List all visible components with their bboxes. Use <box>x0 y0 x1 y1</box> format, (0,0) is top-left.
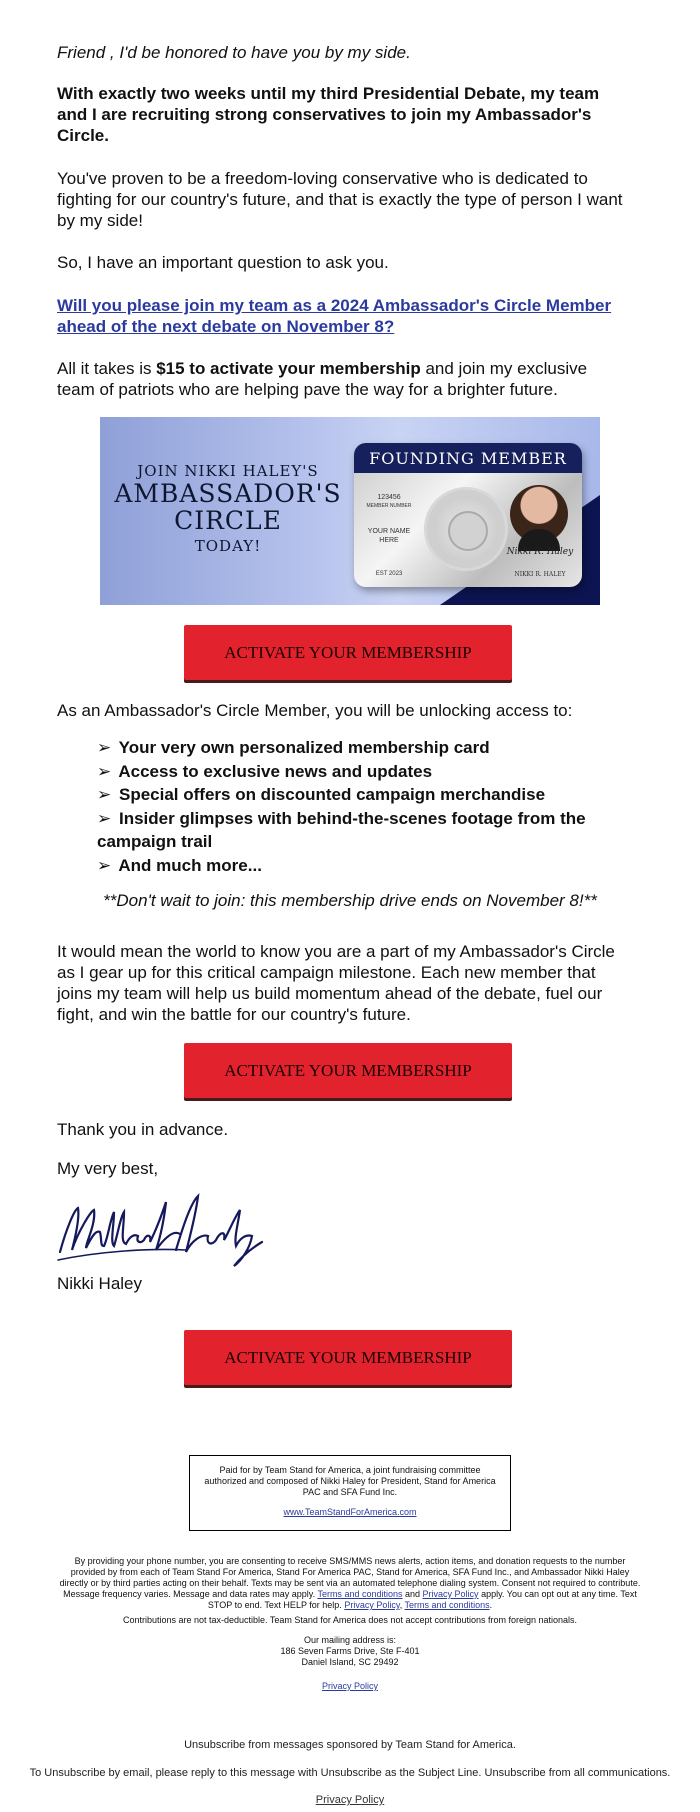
banner-line-1: JOIN NIKKI HALEY'S <box>137 462 319 480</box>
proven-paragraph: You've proven to be a freedom-loving conservative who is dedicated to fighting for our country's future, and that is exactly the type of person I want by my side! <box>57 169 623 230</box>
lead-paragraph: With exactly two weeks until my third Presidential Debate, my team and I are recruiting strong conservatives to join my Ambassador's Circle. <box>57 84 600 145</box>
signer-name: Nikki Haley <box>57 1274 143 1293</box>
card-owner-name: NIKKI R. HALEY <box>514 571 566 578</box>
privacy-policy-row <box>58 1681 642 1692</box>
banner-line-4: TODAY! <box>194 537 262 555</box>
arrow-bullet-icon: ➢ <box>97 761 112 781</box>
benefit-text: Insider glimpses with behind-the-scenes footage from the campaign trail <box>97 808 586 851</box>
benefit-text: Your very own personalized membership card <box>118 738 490 757</box>
terms-link[interactable]: Terms and conditions <box>317 1589 403 1599</box>
list-item <box>97 736 637 760</box>
opt-out-text: apply. You can opt out at any time. Text STOP to end. Text HELP for help. <box>207 1589 637 1610</box>
benefit-text: Access to exclusive news and updates <box>118 761 433 781</box>
banner-headline <box>108 462 348 555</box>
arrow-bullet-icon: ➢ <box>97 785 112 804</box>
list-item <box>97 760 637 784</box>
and-word: and <box>405 1589 421 1599</box>
card-number-label: MEMBER NUMBER <box>366 503 412 509</box>
world-paragraph: It would mean the world to know you are a part of my Ambassador's Circle as I gear up for this critical campaign milestone. Each new member that joins my team will help us build momentum ahead of the debate, fuel our fight, and win the battle for our country's future. <box>57 942 615 1024</box>
sms-consent: By providing your phone number, you are consenting to receive SMS/MMS news alerts, action items, and donation requests to the number provided by from each of Team Stand For America, Stand For America PAC, Stand for America, SFA Fund Inc., and Ambassador Nikki Haley directly or by third parties acting on their behalf. Texts may be sent via an automated telephone dialing system. Consent not required to contribute. Message frequency varies. Message and data rates may apply. Terms and conditions and Privacy Policy apply. You can opt out at any time. Text STOP to end. Text HELP for help. Privacy Policy, Terms and conditions. <box>59 1556 641 1610</box>
benefit-text: Special offers on discounted campaign merchandise <box>118 785 546 804</box>
card-signature: Nikki R. Haley <box>506 547 574 557</box>
banner-line-3: CIRCLE <box>174 506 282 535</box>
handwritten-signature <box>56 1190 266 1270</box>
unlock-intro: As an Ambassador's Circle Member, you will be unlocking access to: <box>57 701 573 720</box>
join-team-link[interactable]: Will you please join my team as a 2024 Ambassador's Circle Member ahead of the next debate on November 8? <box>57 296 612 336</box>
list-item <box>97 807 637 854</box>
card-number <box>364 493 414 511</box>
greeting: Friend , I'd be honored to have you by my side. <box>57 43 411 62</box>
urgent-note: **Don't wait to join: this membership drive ends on November 8!** <box>103 891 597 910</box>
question-paragraph: So, I have an important question to ask you. <box>57 253 389 272</box>
sms-consent-text: By providing your phone number, you are consenting to receive SMS/MMS news alerts, action items, and donation requests to the number provided by from each of Team Stand For America, Stand For America PAC, Stand for America, SFA Fund Inc., and Ambassador Nikki Haley directly or by third parties acting on their behalf. Texts may be sent via an automated telephone dialing system. Consent not required to contribute. Message frequency varies. Message and data rates may apply. <box>59 1556 641 1599</box>
mailing-label: Our mailing address is: <box>303 1635 397 1645</box>
privacy-link-2[interactable]: Privacy Policy <box>344 1600 400 1610</box>
paid-for-text: Paid for by Team Stand for America, a joint fundraising committee authorized and composed of Nikki Haley for President, Stand for America PAC and SFA Fund Inc. <box>204 1465 496 1497</box>
card-seal-icon <box>424 487 508 571</box>
takes-bold: $15 to activate your membership <box>156 359 421 378</box>
banner-line-2: AMBASSADOR'S <box>114 479 342 508</box>
takes-suffix: and join my exclusive team of patriots who are helping pave the way for a brighter future. <box>57 359 588 399</box>
takes-paragraph <box>57 358 629 400</box>
card-number-value: 123456 <box>377 494 401 501</box>
mailing-address <box>58 1635 642 1668</box>
benefits-list <box>97 736 637 877</box>
list-item <box>97 854 637 878</box>
takes-prefix: All it takes is <box>57 359 157 378</box>
bottom-privacy-row <box>0 1794 700 1806</box>
list-item <box>97 783 637 807</box>
membership-card <box>354 443 582 587</box>
card-header: FOUNDING MEMBER <box>354 443 582 473</box>
ambassador-banner[interactable] <box>100 417 600 605</box>
non-deductible-note: Contributions are not tax-deductible. Team Stand for America does not accept contributions from foreign nationals. <box>122 1615 578 1625</box>
address-line-1: 186 Seven Farms Drive, Ste F-401 <box>280 1646 420 1656</box>
closing-text: My very best, <box>57 1159 159 1178</box>
unsubscribe-sponsor: Unsubscribe from messages sponsored by Team Stand for America. <box>184 1739 516 1751</box>
privacy-link-3[interactable]: Privacy Policy <box>321 1681 378 1691</box>
activate-membership-button-2[interactable]: ACTIVATE YOUR MEMBERSHIP <box>184 1043 512 1098</box>
activate-membership-button-3[interactable]: ACTIVATE YOUR MEMBERSHIP <box>184 1330 512 1385</box>
activate-membership-button-1[interactable]: ACTIVATE YOUR MEMBERSHIP <box>184 625 512 680</box>
arrow-bullet-icon: ➢ <box>97 738 112 757</box>
benefit-text: And much more... <box>118 855 262 875</box>
privacy-link-4[interactable]: Privacy Policy <box>315 1794 385 1806</box>
unsubscribe-email: To Unsubscribe by email, please reply to this message with Unsubscribe as the Subject Line. Unsubscribe from all communications. <box>29 1767 671 1779</box>
card-name: YOUR NAME HERE <box>367 528 411 544</box>
arrow-bullet-icon: ➢ <box>97 855 112 875</box>
thanks-text: Thank you in advance. <box>57 1120 229 1139</box>
privacy-link[interactable]: Privacy Policy <box>422 1589 479 1599</box>
arrow-bullet-icon: ➢ <box>97 808 112 828</box>
card-est: EST 2023 <box>375 571 403 577</box>
card-portrait <box>510 485 568 543</box>
terms-link-2[interactable]: Terms and conditions <box>404 1600 490 1610</box>
address-line-2: Daniel Island, SC 29492 <box>301 1657 399 1667</box>
paid-for-box <box>189 1455 511 1531</box>
site-link[interactable]: www.TeamStandForAmerica.com <box>283 1507 417 1517</box>
